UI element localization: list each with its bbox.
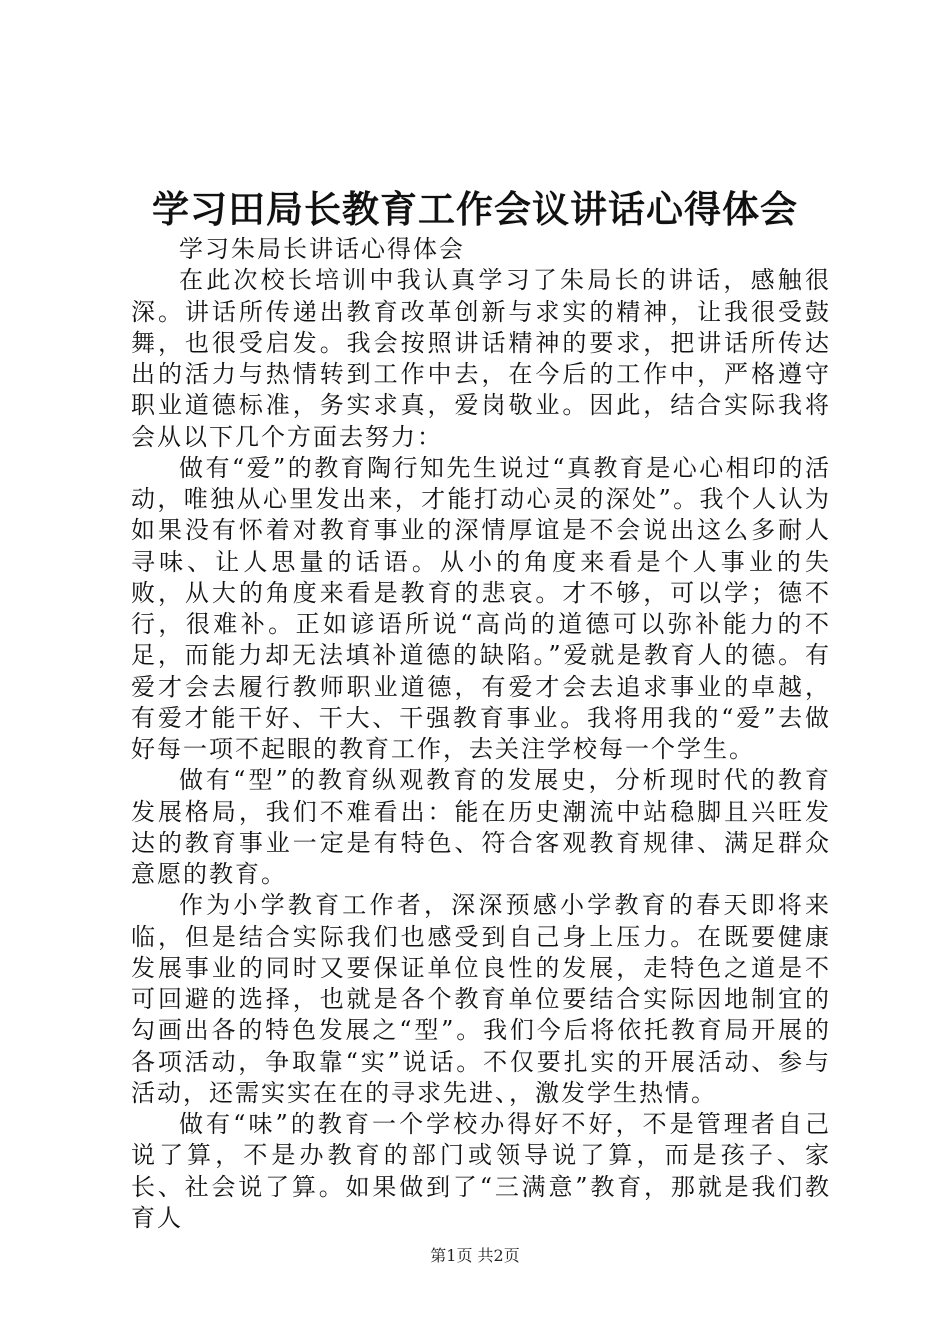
paragraph-love: 做有“爱”的教育陶行知先生说过“真教育是心心相印的活动，唯独从心里发出来，才能打动心灵的深处”。我个人认为如果没有怀着对教育事业的深情厚谊是不会说出这么多耐人寻味、让人思量的话语。从小的角度来看是个人事业的失败，从大的角度来看是教育的悲哀。才不够，可以学；德不行，很难补。正如谚语所说“高尚的道德可以弥补能力的不足，而能力却无法填补道德的缺陷。”爱就是教育人的德。有爱才会去履行教师职业道德，有爱才会去追求事业的卓越，有爱才能干好、干大、干强教育事业。我将用我的“爱”去做好每一项不起眼的教育工作，去关注学校每一个学生。 bbox=[131, 453, 831, 763]
paragraph-flavor: 做有“味”的教育一个学校办得好不好，不是管理者自己说了算，不是办教育的部门或领导说了算，而是孩子、家长、社会说了算。如果做到了“三满意”教育，那就是我们教育人 bbox=[131, 1110, 831, 1232]
page-number-footer: 第1页 共2页 bbox=[430, 1246, 520, 1265]
paragraph-subtitle: 学习朱局长讲话心得体会 bbox=[179, 235, 465, 263]
paragraph-intro: 在此次校长培训中我认真学习了朱局长的讲话，感触很深。讲话所传递出教育改革创新与求实的精神，让我很受鼓舞，也很受启发。我会按照讲话精神的要求，把讲话所传达出的活力与热情转到工作中去，在今后的工作中，严格遵守职业道德标准，务实求真，爱岗敬业。因此，结合实际我将会从以下几个方面去努力： bbox=[131, 266, 831, 451]
document-title: 学习田局长教育工作会议讲话心得体会 bbox=[152, 187, 798, 231]
document-body bbox=[131, 234, 831, 1234]
paragraph-type: 做有“型”的教育纵观教育的发展史，分析现时代的教育发展格局，我们不难看出：能在历史潮流中站稳脚且兴旺发达的教育事业一定是有特色、符合客观教育规律、满足群众意愿的教育。 bbox=[131, 766, 831, 888]
paragraph-primary-school: 作为小学教育工作者，深深预感小学教育的春天即将来临，但是结合实际我们也感受到自己身上压力。在既要健康发展事业的同时又要保证单位良性的发展，走特色之道是不可回避的选择，也就是各个教育单位要结合实际因地制宜的勾画出各的特色发展之“型”。我们今后将依托教育局开展的各项活动，争取靠“实”说话。不仅要扎实的开展活动、参与活动，还需实实在在的寻求先进、，激发学生热情。 bbox=[131, 891, 831, 1107]
